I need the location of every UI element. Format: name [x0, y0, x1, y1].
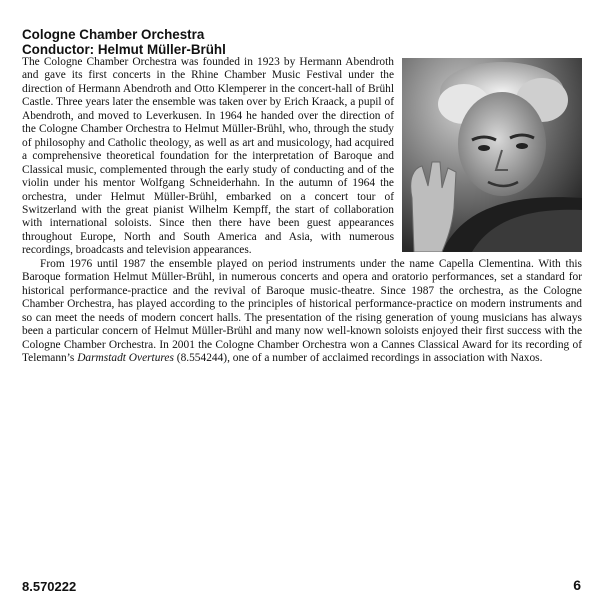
catalogue-number: 8.570222	[22, 579, 77, 594]
conductor-portrait-image	[402, 58, 582, 252]
paragraph-2-text-a: From 1976 until 1987 the ensemble played on period instruments under the name Capella Clementina. With this Baroque formation Helmut Müller-Brühl, in numerous concerts and opera and oratorio performances, set a standard for historical performance-practice and the revival of Baroque music-theatre. Since 1987 the orchestra, as the Cologne Chamber Orchestra, has played according to the principles of historical performance-practice on modern instruments and so can meet the needs of modern concert halls. The presentation of the rising generation of young musicians has always been a particular concern of Helmut Müller-Brühl and many now well-known soloists enjoyed their first success with the Cologne Chamber Orchestra. In 2001 the Cologne Chamber Orchestra won a Cannes Classical Award for its recording of Telemann’s	[22, 257, 582, 364]
orchestra-heading: Cologne Chamber Orchestra	[22, 27, 205, 42]
album-title-italic: Darmstadt Overtures	[77, 351, 174, 364]
biography-text	[22, 56, 582, 365]
paragraph-2-text-b: (8.554244), one of a number of acclaimed recordings in association with Naxos.	[173, 351, 543, 364]
biography-paragraph-1: The Cologne Chamber Orchestra was founded in 1923 by Hermann Abendroth and gave its first concerts in the Rhine Chamber Music Festival under the direction of Hermann Abendroth and Otto Klemperer in the concert-hall of Brühl Castle. Three years later the ensemble was taken over by Erich Kraack, a pupil of Abendroth, and moved to Leverkusen. In 1964 he handed over the direction of the Cologne Chamber Orchestra to Helmut Müller-Brühl, who, through the study of philosophy and Catholic theology, as well as art and musicology, had acquired a comprehensive theoretical foundation for the interpretation of Baroque and Classical music, complemented through the early study of conducting and of the violin under his mentor Wolfgang Schneiderhahn. In the autumn of 1964 the orchestra, under Helmut Müller-Brühl, embarked on a concert tour of Switzerland with the great pianist Wilhelm Kempff, the start of collaboration with international soloists. Since then there have been guest appearances throughout Europe, North and South America and Asia, with numerous recordings, broadcasts and television appearances.	[22, 56, 394, 257]
conductor-photo	[402, 58, 582, 252]
page-number: 6	[573, 577, 581, 593]
biography-paragraph-2	[22, 258, 582, 366]
conductor-heading: Conductor: Helmut Müller-Brühl	[22, 42, 226, 57]
